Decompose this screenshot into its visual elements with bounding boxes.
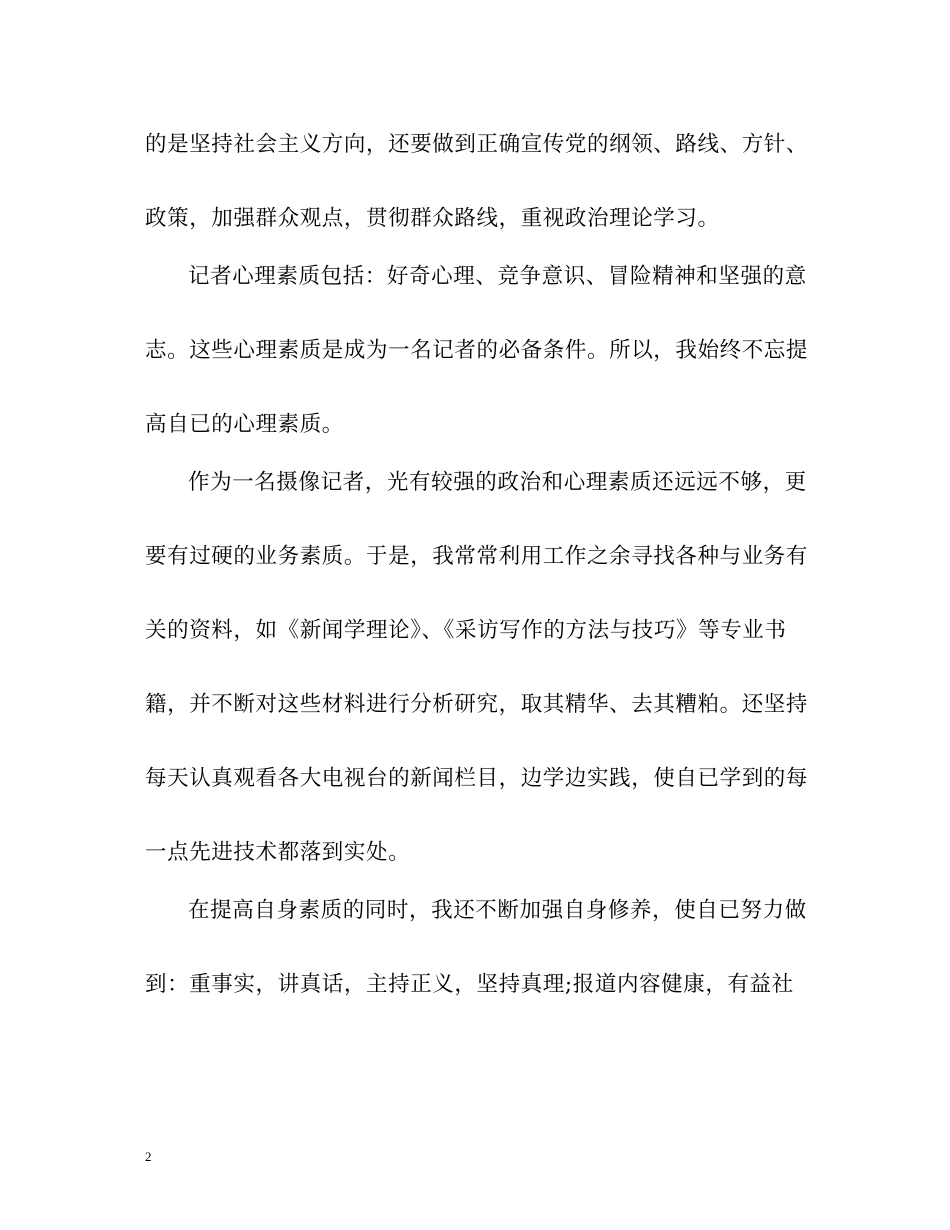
text-line: 到：重事实，讲真话，主持正义，坚持真理;报道内容健康，有益社 <box>145 972 794 997</box>
text-line: 志。这些心理素质是成为一名记者的必备条件。所以，我始终不忘提 <box>145 338 809 363</box>
text-line: 的是坚持社会主义方向，还要做到正确宣传党的纲领、路线、方针、 <box>145 132 809 157</box>
text-line: 一点先进技术都落到实处。 <box>145 840 411 865</box>
text-line: 要有过硬的业务素质。于是，我常常利用工作之余寻找各种与业务有 <box>145 544 809 569</box>
text-line: 关的资料，如《新闻学理论》、《采访写作的方法与技巧》等专业书 <box>145 618 787 643</box>
paragraph-first-line: 记者心理素质包括：好奇心理、竞争意识、冒险精神和坚强的意 <box>188 264 807 289</box>
text-line: 籍，并不断对这些材料进行分析研究，取其精华、去其糟粕。还坚持 <box>145 692 809 717</box>
paragraph-first-line: 在提高自身素质的同时，我还不断加强自身修养，使自已努力做 <box>188 898 807 923</box>
page-number: 2 <box>145 1149 152 1164</box>
paragraph-first-line: 作为一名摄像记者，光有较强的政治和心理素质还远远不够，更 <box>188 470 807 495</box>
text-line: 每天认真观看各大电视台的新闻栏目，边学边实践，使自已学到的每 <box>145 766 809 791</box>
text-line: 高自已的心理素质。 <box>145 412 344 437</box>
text-line: 政策，加强群众观点，贯彻群众路线，重视政治理论学习。 <box>145 206 720 231</box>
